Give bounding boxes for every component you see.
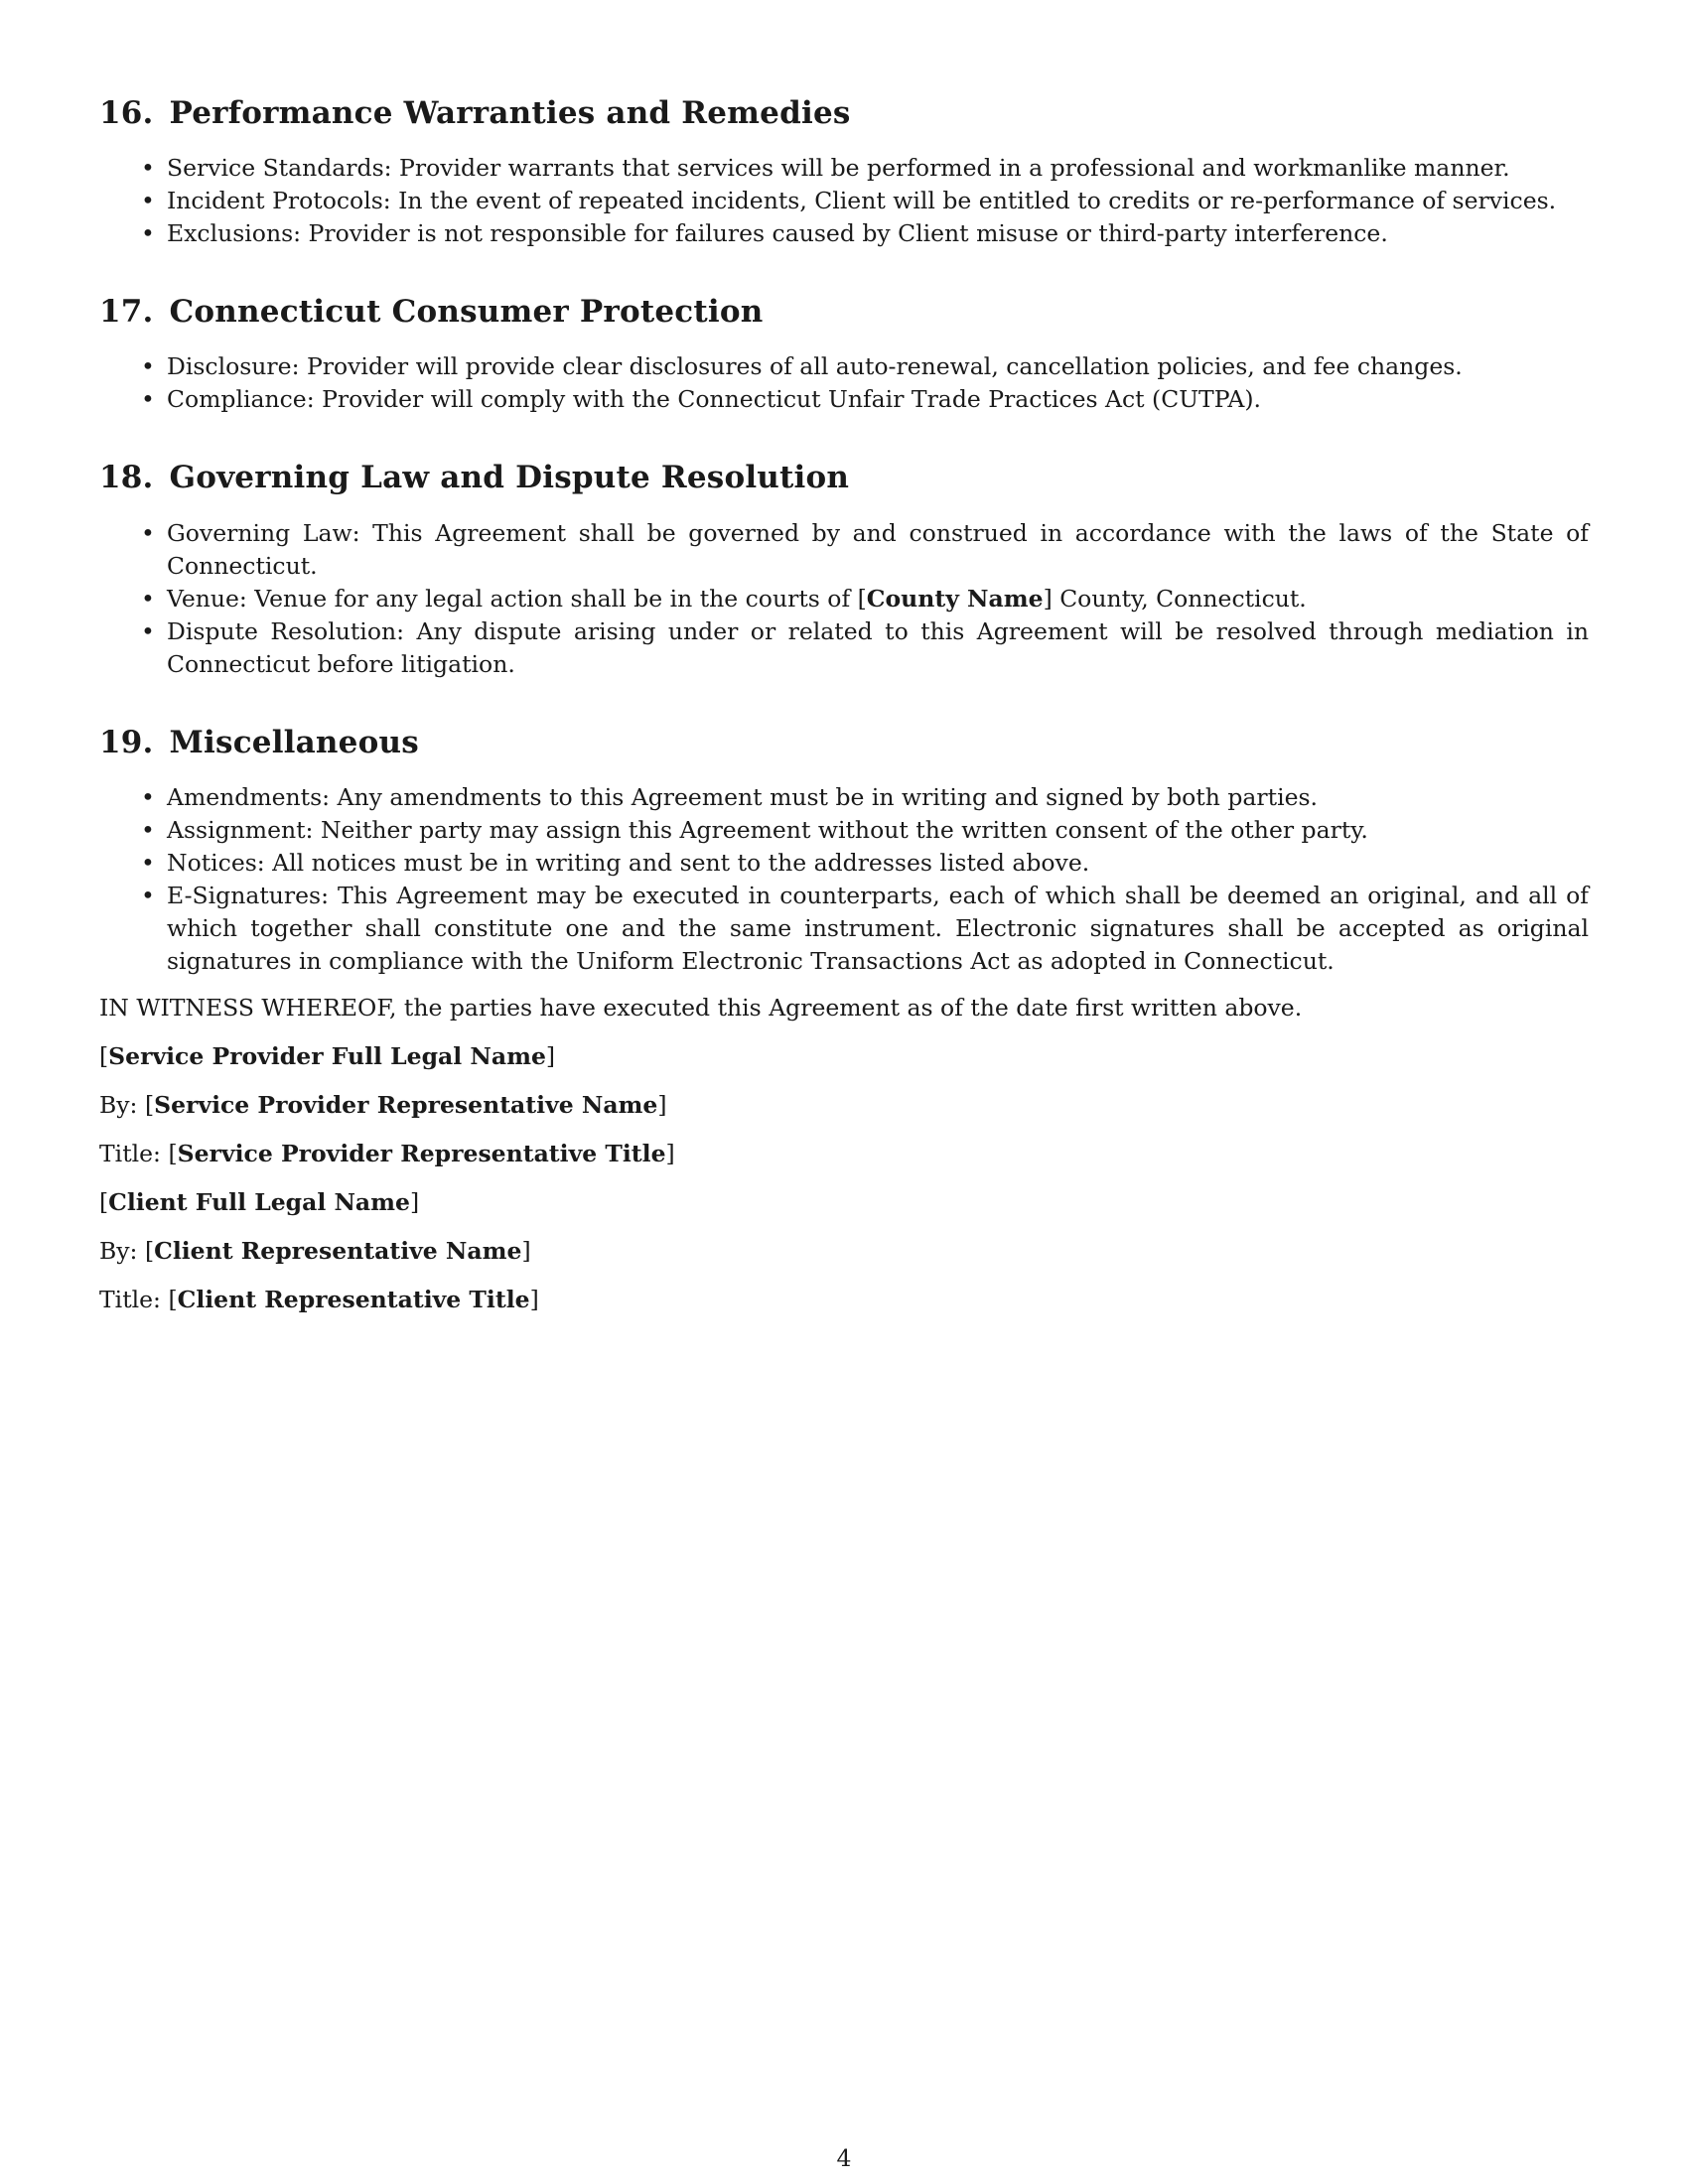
list-item: • Assignment: Neither party may assign this Agreement without the written consent of the other party.	[167, 814, 1589, 847]
list-item: • Compliance: Provider will comply with the Connecticut Unfair Trade Practices Act (CUTPA).	[167, 383, 1589, 416]
bullet-icon: •	[141, 881, 155, 909]
bullet-icon: •	[141, 154, 155, 183]
list-item: • Notices: All notices must be in writing and sent to the addresses listed above.	[167, 847, 1589, 880]
section-title: Miscellaneous	[169, 724, 419, 760]
client-rep-name: Client Representative Name	[154, 1236, 522, 1265]
bullet-icon: •	[141, 616, 155, 645]
section-16	[99, 95, 1589, 250]
signature-block	[99, 1040, 1589, 1316]
client-name: Client Full Legal Name	[108, 1187, 410, 1216]
section-heading	[99, 294, 1589, 331]
provider-by-line: By: [Service Provider Representative Name]	[99, 1090, 667, 1119]
client-rep-title: Client Representative Title	[177, 1285, 530, 1313]
list-item: • Incident Protocols: In the event of repeated incidents, Client will be entitled to credits or re-performance of services.	[167, 185, 1589, 217]
section-number: 18.	[99, 460, 154, 496]
clause-list	[99, 350, 1589, 416]
document-page	[99, 95, 1589, 1332]
provider-name-line: [Service Provider Full Legal Name]	[99, 1041, 556, 1070]
section-number: 16.	[99, 95, 154, 131]
list-item: • Disclosure: Provider will provide clear disclosures of all auto-renewal, cancellation policies, and fee changes.	[167, 350, 1589, 383]
section-heading	[99, 725, 1589, 761]
section-number: 17.	[99, 294, 154, 331]
witness-statement: IN WITNESS WHEREOF, the parties have executed this Agreement as of the date first written above.	[99, 993, 1303, 1022]
list-item: • Exclusions: Provider is not responsible for failures caused by Client misuse or third-party interference.	[167, 217, 1589, 250]
bullet-icon: •	[141, 815, 155, 844]
provider-title-line: Title: [Service Provider Representative Title]	[99, 1139, 675, 1167]
bullet-icon: •	[141, 782, 155, 811]
bullet-icon: •	[141, 352, 155, 381]
bullet-icon: •	[141, 187, 155, 215]
section-heading	[99, 460, 1589, 496]
clause-list	[99, 781, 1589, 978]
section-19	[99, 725, 1589, 978]
list-item: • Venue: Venue for any legal action shall be in the courts of [County Name] County, Connecticut.	[167, 583, 1589, 615]
clause-list	[99, 152, 1589, 250]
section-title: Connecticut Consumer Protection	[169, 294, 764, 331]
clause-list	[99, 517, 1589, 681]
client-name-line: [Client Full Legal Name]	[99, 1187, 420, 1216]
client-by-line: By: [Client Representative Name]	[99, 1236, 531, 1265]
bullet-icon: •	[141, 518, 155, 547]
section-number: 19.	[99, 724, 154, 760]
bullet-icon: •	[141, 848, 155, 877]
bullet-icon: •	[141, 385, 155, 414]
section-title: Governing Law and Dispute Resolution	[169, 460, 850, 496]
provider-rep-name: Service Provider Representative Name	[154, 1090, 658, 1119]
county-placeholder: County Name	[866, 584, 1044, 613]
section-title: Performance Warranties and Remedies	[169, 95, 851, 131]
provider-rep-title: Service Provider Representative Title	[177, 1139, 666, 1167]
client-title-line: Title: [Client Representative Title]	[99, 1285, 539, 1313]
list-item: • Amendments: Any amendments to this Agreement must be in writing and signed by both parties.	[167, 781, 1589, 814]
bullet-icon: •	[141, 584, 155, 613]
section-18	[99, 460, 1589, 680]
list-item: • Governing Law: This Agreement shall be governed by and construed in accordance with the laws of the State of Connecticut.	[141, 518, 1589, 580]
page-number: 4	[836, 2144, 852, 2172]
section-17	[99, 294, 1589, 416]
list-item: • E-Signatures: This Agreement may be executed in counterparts, each of which shall be deemed an original, and all of which together shall constitute one and the same instrument. Electronic signatures shall be accepted as original signatures in compliance with the Uniform Electronic Transactions Act as adopted in Connecticut.	[141, 881, 1589, 975]
provider-name: Service Provider Full Legal Name	[108, 1041, 546, 1070]
bullet-icon: •	[141, 219, 155, 248]
list-item: • Service Standards: Provider warrants that services will be performed in a professional and workmanlike manner.	[167, 152, 1589, 185]
section-heading	[99, 95, 1589, 132]
list-item: • Dispute Resolution: Any dispute arising under or related to this Agreement will be resolved through mediation in Connecticut before litigation.	[141, 616, 1589, 678]
